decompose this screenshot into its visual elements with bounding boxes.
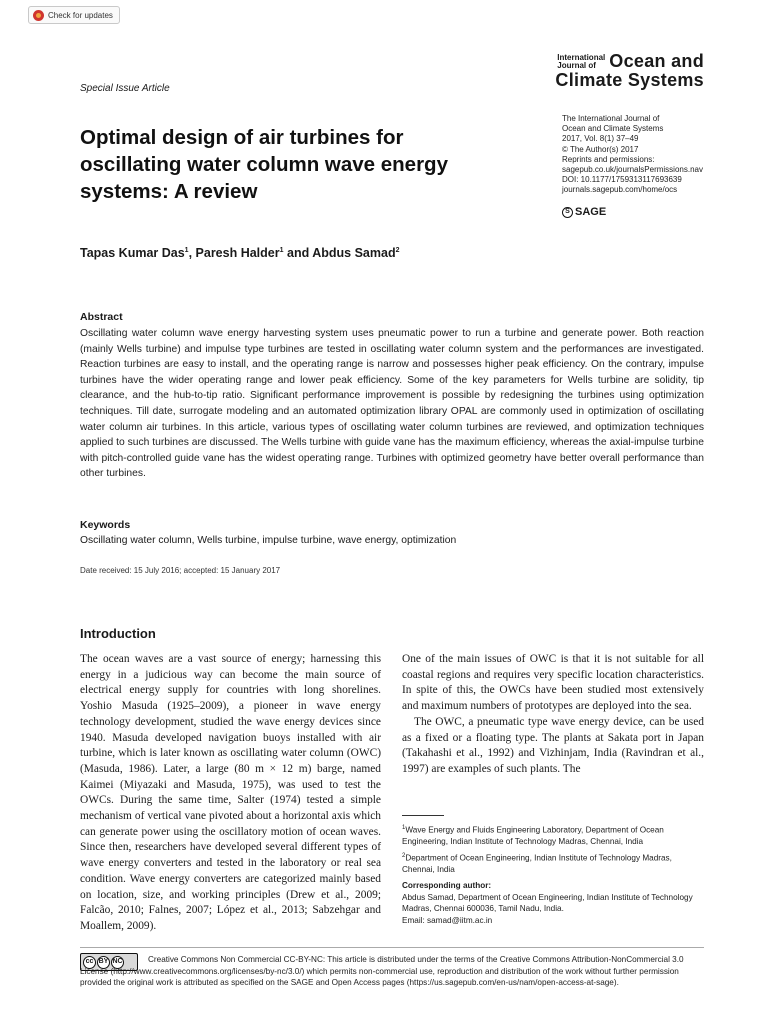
footnotes [402,823,702,926]
article-type: Special Issue Article [80,83,170,94]
journal-logo-ocean: Ocean and [609,51,704,71]
meta-line: Ocean and Climate Systems [562,124,664,134]
cc-icon: cc [83,956,96,969]
affiliation-marker: 2 [395,246,400,254]
corresponding-author-email[interactable]: Email: samad@iitm.ac.in [402,915,493,925]
received-accepted-dates: Date received: 15 July 2016; accepted: 15 January 2017 [80,566,281,575]
abstract-text: Oscillating water column wave energy harvesting system uses pneumatic power to run a turbine and generate power. Both reaction (mainly Wells turbine) and impulse type turbines are tested in oscillating water column system and the performances are investigated. Reaction turbines are easy to install, and the operating range is narrow and possesses higher peak efficiency. On the contrary, impulse turbines have the wider operating range and lower peak efficiency. Some of the key parameters for Wells turbine are solidity, tip clearance, and the hub-to-tip ratio. Significant performance improvement is possible by redesigning the turbines using optimization techniques. Till date, surrogate modeling and an automated optimization library OPAL are commonly used in optimization of oscillating water column air turbines. In this article, various types of oscillating water column turbines are reviewed, and optimization techniques applied to such turbines are discussed. The Wells turbine with guide vane has the maximum efficiency, whereas the axial-impulse turbine with pitch-controlled guide vane has the widest operating range. Turbines with optimized geometry have better overall performance than other turbines. [80,328,704,480]
corresponding-author-heading: Corresponding author: [402,881,492,891]
meta-line: Reprints and permissions: [562,154,655,164]
footnote-text: Wave Energy and Fluids Engineering Laboratory, Department of Ocean Engineering, Indian Institute of Technology Madras, Chennai, India [402,825,664,847]
author-list [80,246,400,260]
check-for-updates-label: Check for updates [48,10,113,20]
sage-logo [562,206,606,218]
abstract-heading: Abstract [80,311,123,323]
footnote-marker: 2 [402,852,406,859]
permissions-link[interactable]: sagepub.co.uk/journalsPermissions.nav [562,165,703,175]
author-name: Abdus Samad [312,246,396,260]
license-text: Creative Commons Non Commercial CC-BY-NC: This article is distributed under the terms of the Creative Commons Attribution-NonCommercial 3.0 License (http://www.creativecommons.org/licenses/by-nc/3.0/) which permits non-commercial use, reproduction and distribution of the work without further permission provided the original work is attributed as specified on the SAGE and Open Access pages (https://us.sagepub.com/en-us/nam/open-access-at-sage). [80,955,684,988]
sage-icon: S [562,207,573,218]
meta-line: © The Author(s) 2017 [562,144,639,154]
keywords-text: Oscillating water column, Wells turbine, impulse turbine, wave energy, optimization [80,535,457,546]
article-title: Optimal design of air turbines for oscillating water column wave energy systems: A review [80,126,448,203]
affiliation-marker: 1 [279,246,284,254]
footnote-affiliation-1 [402,823,702,848]
journal-home-link[interactable]: journals.sagepub.com/home/ocs [562,185,678,195]
by-icon: BY [97,956,110,969]
journal-logo-journal-of: Journal of [557,61,596,70]
footnote-divider [402,815,444,816]
body-paragraph: The OWC, a pneumatic type wave energy device, can be used as a fixed or a floating type. The plants at Sakata port in Japan (Takahashi et al., 1992) and Vizhinjam, India (Ravindran et al., 1997) are examples of such plants. The [402,715,704,775]
journal-logo [522,52,704,90]
body-paragraph: One of the main issues of OWC is that it is not suitable for all coastal regions and requires very specific location characteristics. In spite of this, the OWCs have been studied most extensively and maximum numbers of prototypes are deployed into the sea. [402,653,704,713]
publication-meta [562,114,742,196]
journal-logo-small [557,54,605,70]
affiliation-marker: 1 [184,246,189,254]
introduction-heading: Introduction [80,626,156,641]
journal-logo-international: International [557,53,606,62]
nc-icon: NC [111,956,124,969]
footnote-affiliation-2 [402,851,702,876]
license-divider [80,947,704,948]
footnote-marker: 1 [402,825,406,831]
author-separator: , [188,246,196,260]
sage-label: SAGE [575,206,607,218]
author-separator: and [283,246,313,260]
footnote-text: Department of Ocean Engineering, Indian Institute of Technology Madras, Chennai, India [402,853,672,874]
corresponding-author-text: Abdus Samad, Department of Ocean Engineering, Indian Institute of Technology Madras, Chennai 600036, Tamil Nadu, India. [402,892,693,914]
body-column-right [402,652,704,778]
meta-line: The International Journal of [562,114,660,123]
body-paragraph: The ocean waves are a vast source of energy; harnessing this energy in a judicious way can become the main source of electrical energy supply for countries with long shorelines. Yoshio Masuda (1925–2009), a pioneer in wave energy technology development, studied the wave energy devices since 1940. Masuda developed navigation buoys installed with air turbine, which is later known as oscillating water column (OWC) (Masuda, 1986). Later, a large (80 m × 12 m) barge, named Kaimei (Miyazaki and Masuda, 1975), was used to test the OWCs. During the same time, Salter (1974) tested a simple mechanism of vertical vane pivoted about a horizontal axis which can generate power using the oscillatory motion of ocean waves. Since then, researchers have developed several different types of wave energy converters and tested in the laboratory or real sea condition. Wave energy converters are categorized mainly based on location, size, and working principles (Drew et al., 2009; Falcão, 2010; Falnes, 2007; López et al., 2013; Sabzehgar and Moallem, 2009). [80,653,381,932]
meta-line: 2017, Vol. 8(1) 37–49 [562,134,639,144]
keywords-heading: Keywords [80,519,131,531]
body-column-left [80,652,381,935]
crossmark-icon [33,10,44,21]
author-name: Tapas Kumar Das [80,246,185,260]
author-name: Paresh Halder [195,246,280,260]
check-for-updates-badge[interactable] [28,6,120,24]
journal-logo-climate: Climate Systems [555,70,704,90]
doi-link[interactable]: DOI: 10.1177/1759313117693639 [562,175,682,185]
